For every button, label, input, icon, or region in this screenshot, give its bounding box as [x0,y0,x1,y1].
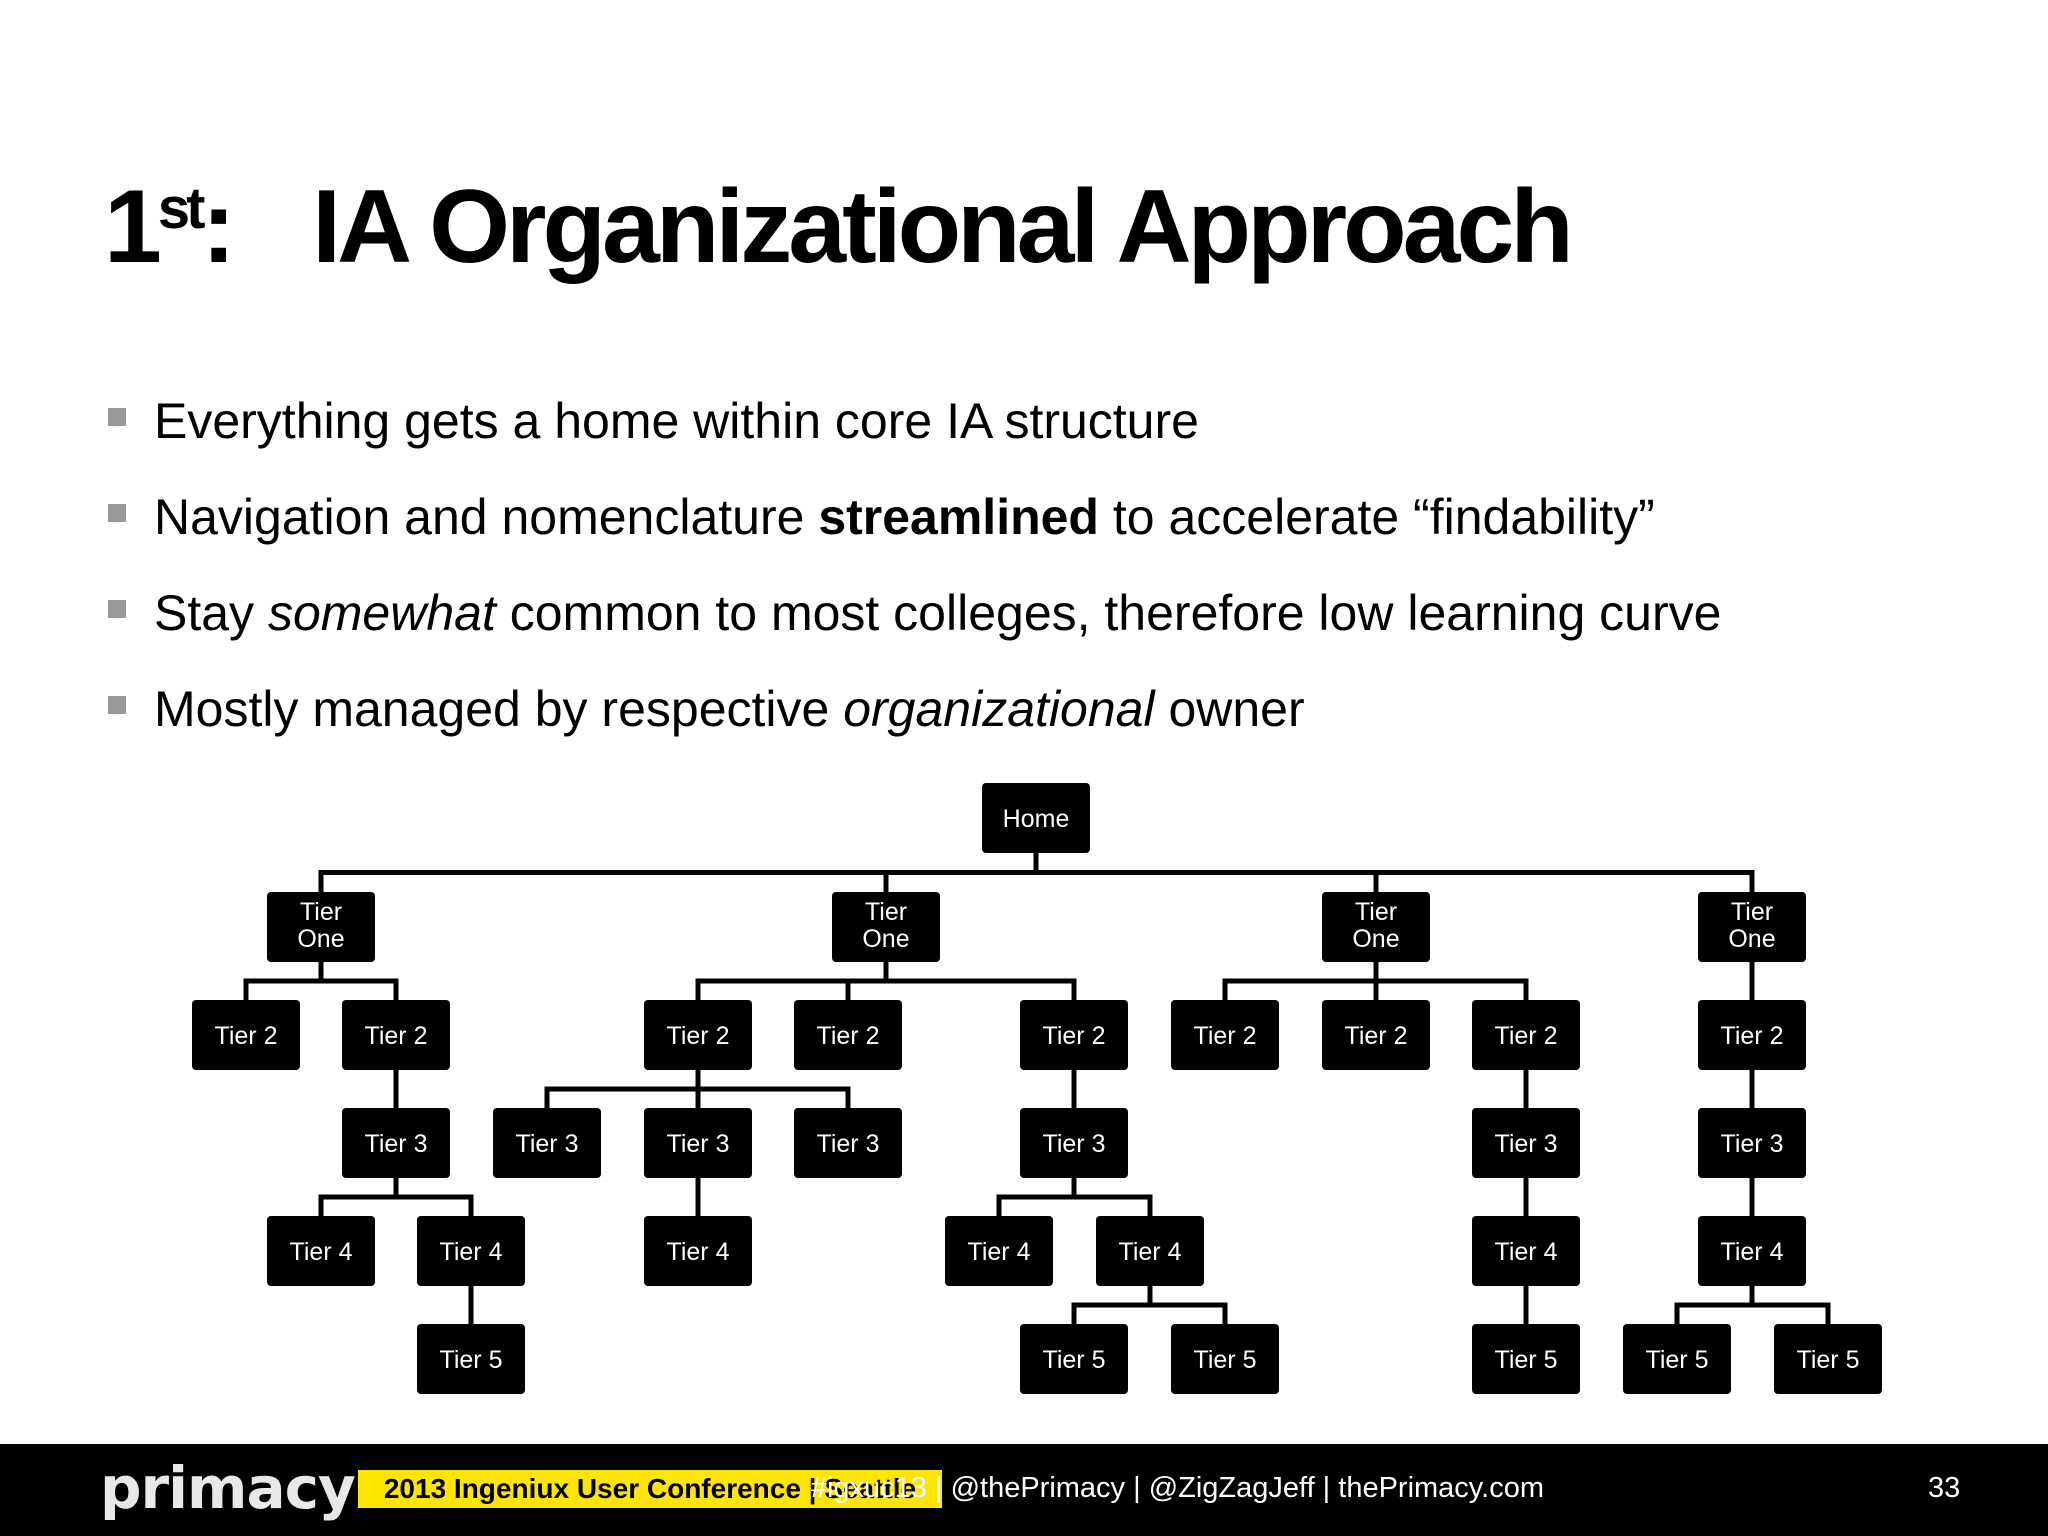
tree-node-e2 [1698,1000,1806,1070]
bullet-text: organizational [843,681,1155,737]
node-label: Tier 2 [1494,1022,1558,1050]
bullet-item [104,582,1721,678]
tree-nodes [192,783,1882,1394]
tree-node-a2a [192,1000,300,1070]
tree-node-a4a [267,1216,375,1286]
tree-node-a2b [342,1000,450,1070]
node-label: Tier 2 [364,1022,428,1050]
node-label: Tier 2 [214,1022,278,1050]
node-label: Tier 5 [1042,1346,1106,1374]
tree-node-b2c [1020,1000,1128,1070]
tree-node-b2a [644,1000,752,1070]
node-label: Tier One [297,898,345,953]
node-label: Tier 4 [1118,1238,1182,1266]
tree-node-t1c [1322,892,1430,962]
title-ordinal-suffix: st [157,176,202,241]
tree-node-a3 [342,1108,450,1178]
node-label: Tier 2 [816,1022,880,1050]
node-label: Tier 2 [1344,1022,1408,1050]
node-label: Tier 3 [1494,1130,1558,1158]
tree-node-t1d [1698,892,1806,962]
tree-node-e5a [1623,1324,1731,1394]
bullet-text: Navigation and nomenclature [154,489,819,545]
bullet-text: to accelerate “findability” [1098,489,1655,545]
tree-node-a5 [417,1324,525,1394]
node-label: Tier 2 [1193,1022,1257,1050]
node-label: Tier 3 [364,1130,428,1158]
node-label: Tier One [862,898,910,953]
tree-node-t1a [267,892,375,962]
bullet-text: common to most colleges, therefore low learning curve [495,585,1722,641]
title-ordinal [104,169,232,285]
tree-node-d2c [1472,1000,1580,1070]
bullet-item [104,486,1721,582]
tree-node-a4b [417,1216,525,1286]
tree-node-c5b [1171,1324,1279,1394]
node-label: Tier 3 [816,1130,880,1158]
node-label: Tier 5 [439,1346,503,1374]
node-label: Tier 4 [666,1238,730,1266]
footer-links: #igxuc13 | @thePrimacy | @ZigZagJeff | thePrimacy.com [810,1472,1544,1504]
title-colon: : [201,169,233,285]
bullet-list [104,390,1721,774]
node-label: Tier 5 [1193,1346,1257,1374]
node-label: Tier One [1728,898,1776,953]
bullet-item [104,390,1721,486]
primacy-logo: primacy [100,1454,355,1522]
bullet-marker [108,504,126,522]
tree-node-d2b [1322,1000,1430,1070]
tree-node-b3a [493,1108,601,1178]
node-label: Tier 4 [967,1238,1031,1266]
node-label: Tier 5 [1796,1346,1860,1374]
conference-badge: 2013 Ingeniux User Conference | Seattle [358,1470,942,1508]
bullet-marker [108,600,126,618]
node-label: Tier 4 [289,1238,353,1266]
bullet-text: owner [1154,681,1305,737]
tree-node-e3 [1698,1108,1806,1178]
tree-node-b4 [644,1216,752,1286]
tree-node-c5a [1020,1324,1128,1394]
tree-node-c3 [1020,1108,1128,1178]
title-text: IA Organizational Approach [312,169,1570,285]
node-label: Tier 4 [439,1238,503,1266]
node-label: Tier 3 [515,1130,579,1158]
bullet-marker [108,408,126,426]
tree-node-home [982,783,1090,853]
node-label: Tier 2 [666,1022,730,1050]
tree-node-b2b [794,1000,902,1070]
node-label: Tier 3 [1720,1130,1784,1158]
bullet-text: Mostly managed by respective [154,681,844,737]
tree-node-d5 [1472,1324,1580,1394]
node-label: Tier One [1352,898,1400,953]
node-label: Tier 5 [1645,1346,1709,1374]
node-label: Tier 2 [1720,1022,1784,1050]
bullet-text: streamlined [818,489,1099,545]
tree-node-d2a [1171,1000,1279,1070]
page-number: 33 [1928,1472,1961,1504]
node-label: Tier 5 [1494,1346,1558,1374]
node-label: Tier 3 [1042,1130,1106,1158]
tree-node-c4a [945,1216,1053,1286]
node-label: Tier 2 [1042,1022,1106,1050]
tree-node-t1b [832,892,940,962]
title-number: 1 [104,169,158,285]
node-label: Home [1002,805,1070,833]
bullet-text: somewhat [267,585,496,641]
slide-title [104,170,1570,284]
tree-node-e4 [1698,1216,1806,1286]
node-label: Tier 4 [1494,1238,1558,1266]
bullet-text: Everything gets a home within core IA structure [154,393,1199,449]
tree-node-c4b [1096,1216,1204,1286]
tree-node-b3c [794,1108,902,1178]
tree-node-e5b [1774,1324,1882,1394]
tree-node-b3b [644,1108,752,1178]
bullet-text: Stay [154,585,268,641]
tree-node-d3 [1472,1108,1580,1178]
node-label: Tier 4 [1720,1238,1784,1266]
bullet-item [104,678,1721,774]
node-label: Tier 3 [666,1130,730,1158]
tree-node-d4 [1472,1216,1580,1286]
bullet-marker [108,696,126,714]
